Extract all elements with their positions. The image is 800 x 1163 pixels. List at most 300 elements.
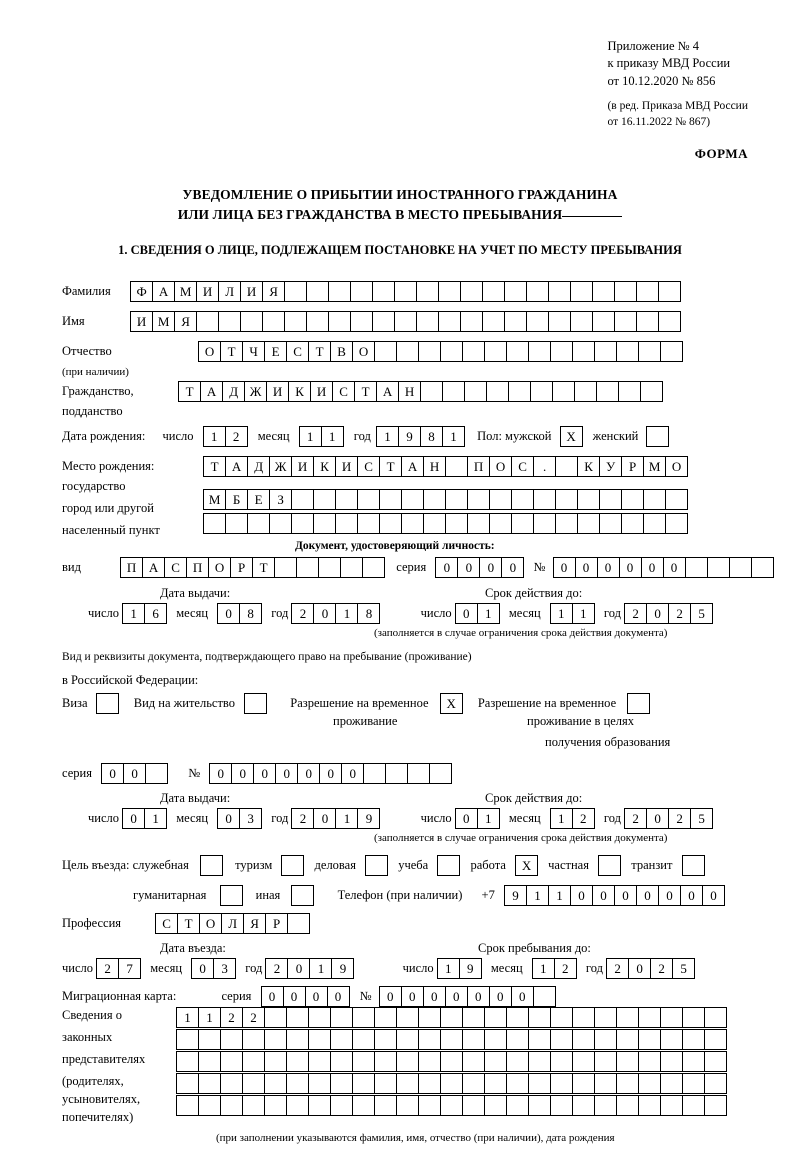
form-cell[interactable]: О bbox=[199, 913, 222, 934]
form-cell[interactable] bbox=[352, 1073, 375, 1094]
form-cell[interactable] bbox=[638, 1051, 661, 1072]
form-cell[interactable]: 2 bbox=[624, 603, 647, 624]
citizenship-cells[interactable] bbox=[178, 381, 662, 402]
form-cell[interactable] bbox=[704, 1073, 727, 1094]
form-cell[interactable] bbox=[484, 1007, 507, 1028]
legal-rep-cells-row4[interactable] bbox=[176, 1073, 726, 1094]
form-cell[interactable]: М bbox=[174, 281, 197, 302]
form-cell[interactable] bbox=[638, 341, 661, 362]
purpose-other-checkbox[interactable] bbox=[291, 885, 314, 906]
form-cell[interactable] bbox=[291, 513, 314, 534]
form-cell[interactable]: И bbox=[130, 311, 153, 332]
form-cell[interactable] bbox=[489, 489, 512, 510]
form-cell[interactable]: 0 bbox=[435, 557, 458, 578]
form-cell[interactable] bbox=[286, 1095, 309, 1116]
form-cell[interactable] bbox=[416, 311, 439, 332]
form-cell[interactable] bbox=[363, 763, 386, 784]
form-cell[interactable]: А bbox=[142, 557, 165, 578]
doc-issue-year-cells[interactable] bbox=[291, 603, 379, 624]
form-cell[interactable] bbox=[423, 489, 446, 510]
form-cell[interactable]: 0 bbox=[275, 763, 298, 784]
form-cell[interactable] bbox=[328, 281, 351, 302]
form-cell[interactable] bbox=[555, 489, 578, 510]
form-cell[interactable]: 2 bbox=[242, 1007, 265, 1028]
form-cell[interactable] bbox=[418, 1007, 441, 1028]
form-cell[interactable] bbox=[242, 1095, 265, 1116]
form-cell[interactable] bbox=[660, 1007, 683, 1028]
profession-cells[interactable] bbox=[155, 913, 309, 934]
form-cell[interactable] bbox=[462, 1029, 485, 1050]
purpose-business-checkbox[interactable] bbox=[365, 855, 388, 876]
form-cell[interactable] bbox=[306, 281, 329, 302]
form-cell[interactable] bbox=[357, 513, 380, 534]
form-cell[interactable]: 0 bbox=[101, 763, 124, 784]
form-cell[interactable]: Т bbox=[178, 381, 201, 402]
form-cell[interactable] bbox=[308, 1095, 331, 1116]
form-cell[interactable] bbox=[504, 311, 527, 332]
form-cell[interactable] bbox=[486, 381, 509, 402]
entry-year-cells[interactable] bbox=[265, 958, 353, 979]
form-cell[interactable] bbox=[526, 281, 549, 302]
form-cell[interactable]: 2 bbox=[650, 958, 673, 979]
form-cell[interactable] bbox=[196, 311, 219, 332]
form-cell[interactable]: Т bbox=[252, 557, 275, 578]
form-cell[interactable] bbox=[594, 1029, 617, 1050]
form-cell[interactable] bbox=[621, 489, 644, 510]
form-cell[interactable] bbox=[660, 341, 683, 362]
form-cell[interactable] bbox=[577, 513, 600, 534]
entry-month-cells[interactable] bbox=[191, 958, 235, 979]
permit-issue-day-cells[interactable] bbox=[122, 808, 166, 829]
form-cell[interactable] bbox=[506, 341, 529, 362]
form-cell[interactable] bbox=[638, 1007, 661, 1028]
form-cell[interactable] bbox=[484, 1073, 507, 1094]
form-cell[interactable] bbox=[599, 489, 622, 510]
form-cell[interactable] bbox=[198, 1029, 221, 1050]
form-cell[interactable] bbox=[660, 1051, 683, 1072]
form-cell[interactable]: Л bbox=[221, 913, 244, 934]
form-cell[interactable]: 1 bbox=[122, 603, 145, 624]
permit-issue-month-cells[interactable] bbox=[217, 808, 261, 829]
form-cell[interactable] bbox=[396, 1029, 419, 1050]
form-cell[interactable] bbox=[460, 311, 483, 332]
form-cell[interactable]: И bbox=[240, 281, 263, 302]
form-cell[interactable]: П bbox=[120, 557, 143, 578]
purpose-service-checkbox[interactable] bbox=[200, 855, 223, 876]
form-cell[interactable]: 0 bbox=[455, 808, 478, 829]
form-cell[interactable]: О bbox=[352, 341, 375, 362]
form-cell[interactable]: 9 bbox=[331, 958, 354, 979]
form-cell[interactable] bbox=[528, 1029, 551, 1050]
doc-valid-month-cells[interactable] bbox=[550, 603, 594, 624]
form-cell[interactable] bbox=[572, 1029, 595, 1050]
form-cell[interactable] bbox=[296, 557, 319, 578]
form-cell[interactable]: 2 bbox=[668, 603, 691, 624]
form-cell[interactable]: 9 bbox=[459, 958, 482, 979]
form-cell[interactable] bbox=[330, 1051, 353, 1072]
form-cell[interactable] bbox=[418, 341, 441, 362]
form-cell[interactable]: О bbox=[208, 557, 231, 578]
form-cell[interactable] bbox=[242, 1051, 265, 1072]
form-cell[interactable] bbox=[287, 913, 310, 934]
birthplace-state-cells[interactable] bbox=[203, 456, 687, 477]
form-cell[interactable]: Т bbox=[308, 341, 331, 362]
form-cell[interactable]: А bbox=[200, 381, 223, 402]
form-cell[interactable]: 2 bbox=[291, 808, 314, 829]
form-cell[interactable] bbox=[614, 311, 637, 332]
form-cell[interactable] bbox=[442, 381, 465, 402]
form-cell[interactable] bbox=[308, 1007, 331, 1028]
form-cell[interactable] bbox=[420, 381, 443, 402]
form-cell[interactable]: 1 bbox=[309, 958, 332, 979]
form-cell[interactable] bbox=[438, 281, 461, 302]
form-cell[interactable] bbox=[506, 1051, 529, 1072]
form-cell[interactable]: 0 bbox=[327, 986, 350, 1007]
form-cell[interactable] bbox=[198, 1095, 221, 1116]
form-cell[interactable] bbox=[460, 281, 483, 302]
form-cell[interactable] bbox=[445, 513, 468, 534]
form-cell[interactable] bbox=[682, 1095, 705, 1116]
form-cell[interactable]: 0 bbox=[253, 763, 276, 784]
form-cell[interactable] bbox=[240, 311, 263, 332]
form-cell[interactable] bbox=[242, 1029, 265, 1050]
form-cell[interactable]: 0 bbox=[570, 885, 593, 906]
form-cell[interactable]: 1 bbox=[321, 426, 344, 447]
form-cell[interactable] bbox=[462, 1007, 485, 1028]
form-cell[interactable]: С bbox=[357, 456, 380, 477]
form-cell[interactable] bbox=[350, 281, 373, 302]
purpose-transit-checkbox[interactable] bbox=[682, 855, 705, 876]
form-cell[interactable]: 6 bbox=[144, 603, 167, 624]
form-cell[interactable]: 0 bbox=[619, 557, 642, 578]
form-cell[interactable]: 5 bbox=[690, 808, 713, 829]
form-cell[interactable]: С bbox=[164, 557, 187, 578]
form-cell[interactable]: 1 bbox=[532, 958, 555, 979]
form-cell[interactable]: 0 bbox=[467, 986, 490, 1007]
form-cell[interactable]: К bbox=[313, 456, 336, 477]
form-cell[interactable] bbox=[658, 311, 681, 332]
form-cell[interactable] bbox=[440, 1051, 463, 1072]
form-cell[interactable] bbox=[379, 489, 402, 510]
form-cell[interactable] bbox=[247, 513, 270, 534]
form-cell[interactable]: 0 bbox=[592, 885, 615, 906]
form-cell[interactable]: О bbox=[489, 456, 512, 477]
form-cell[interactable] bbox=[330, 1029, 353, 1050]
form-cell[interactable] bbox=[506, 1007, 529, 1028]
form-cell[interactable] bbox=[643, 513, 666, 534]
doc-series-cells[interactable] bbox=[435, 557, 523, 578]
form-cell[interactable] bbox=[264, 1029, 287, 1050]
form-cell[interactable] bbox=[508, 381, 531, 402]
form-cell[interactable]: К bbox=[577, 456, 600, 477]
form-cell[interactable] bbox=[198, 1051, 221, 1072]
form-cell[interactable]: 1 bbox=[550, 603, 573, 624]
form-cell[interactable] bbox=[570, 311, 593, 332]
form-cell[interactable] bbox=[599, 513, 622, 534]
form-cell[interactable] bbox=[616, 1073, 639, 1094]
form-cell[interactable] bbox=[528, 1007, 551, 1028]
form-cell[interactable] bbox=[660, 1095, 683, 1116]
form-cell[interactable] bbox=[682, 1051, 705, 1072]
form-cell[interactable] bbox=[682, 1029, 705, 1050]
form-cell[interactable] bbox=[313, 489, 336, 510]
doc-issue-month-cells[interactable] bbox=[217, 603, 261, 624]
form-cell[interactable]: Д bbox=[247, 456, 270, 477]
form-cell[interactable] bbox=[176, 1073, 199, 1094]
form-cell[interactable]: 0 bbox=[614, 885, 637, 906]
form-cell[interactable]: 1 bbox=[526, 885, 549, 906]
form-cell[interactable]: 0 bbox=[457, 557, 480, 578]
form-cell[interactable]: 0 bbox=[305, 986, 328, 1007]
form-cell[interactable] bbox=[704, 1095, 727, 1116]
form-cell[interactable] bbox=[660, 1029, 683, 1050]
form-cell[interactable] bbox=[467, 489, 490, 510]
visa-checkbox[interactable] bbox=[96, 693, 119, 714]
form-cell[interactable] bbox=[352, 1007, 375, 1028]
form-cell[interactable] bbox=[462, 341, 485, 362]
form-cell[interactable] bbox=[550, 1051, 573, 1072]
form-cell[interactable]: 1 bbox=[176, 1007, 199, 1028]
doc-valid-day-cells[interactable] bbox=[455, 603, 499, 624]
form-cell[interactable] bbox=[533, 513, 556, 534]
form-cell[interactable]: 0 bbox=[313, 808, 336, 829]
form-cell[interactable]: 3 bbox=[213, 958, 236, 979]
form-cell[interactable]: Я bbox=[243, 913, 266, 934]
form-cell[interactable] bbox=[330, 1007, 353, 1028]
form-cell[interactable] bbox=[416, 281, 439, 302]
form-cell[interactable]: З bbox=[269, 489, 292, 510]
form-cell[interactable] bbox=[572, 1051, 595, 1072]
form-cell[interactable] bbox=[340, 557, 363, 578]
form-cell[interactable] bbox=[506, 1029, 529, 1050]
form-cell[interactable] bbox=[396, 1073, 419, 1094]
form-cell[interactable]: 1 bbox=[442, 426, 465, 447]
form-cell[interactable] bbox=[445, 456, 468, 477]
form-cell[interactable] bbox=[594, 1095, 617, 1116]
doc-kind-cells[interactable] bbox=[120, 557, 384, 578]
form-cell[interactable] bbox=[533, 489, 556, 510]
form-cell[interactable] bbox=[506, 1095, 529, 1116]
permit-valid-month-cells[interactable] bbox=[550, 808, 594, 829]
form-cell[interactable]: 0 bbox=[628, 958, 651, 979]
form-cell[interactable]: 2 bbox=[624, 808, 647, 829]
form-cell[interactable]: М bbox=[152, 311, 175, 332]
form-cell[interactable]: 2 bbox=[554, 958, 577, 979]
form-cell[interactable]: С bbox=[511, 456, 534, 477]
form-cell[interactable]: 0 bbox=[641, 557, 664, 578]
form-cell[interactable]: Я bbox=[262, 281, 285, 302]
form-cell[interactable]: Р bbox=[621, 456, 644, 477]
form-cell[interactable]: 2 bbox=[606, 958, 629, 979]
form-cell[interactable]: 0 bbox=[231, 763, 254, 784]
form-cell[interactable]: 0 bbox=[123, 763, 146, 784]
legal-rep-cells-row1[interactable] bbox=[176, 1007, 726, 1028]
legal-rep-cells-row3[interactable] bbox=[176, 1051, 726, 1072]
form-cell[interactable]: Р bbox=[265, 913, 288, 934]
form-cell[interactable] bbox=[176, 1029, 199, 1050]
form-cell[interactable]: Ж bbox=[269, 456, 292, 477]
form-cell[interactable] bbox=[464, 381, 487, 402]
form-cell[interactable] bbox=[374, 1007, 397, 1028]
form-cell[interactable] bbox=[528, 1073, 551, 1094]
form-cell[interactable] bbox=[374, 1029, 397, 1050]
form-cell[interactable] bbox=[621, 513, 644, 534]
form-cell[interactable] bbox=[592, 311, 615, 332]
form-cell[interactable] bbox=[286, 1007, 309, 1028]
doc-number-cells[interactable] bbox=[553, 557, 773, 578]
form-cell[interactable]: С bbox=[286, 341, 309, 362]
form-cell[interactable] bbox=[462, 1073, 485, 1094]
form-cell[interactable]: 2 bbox=[572, 808, 595, 829]
form-cell[interactable]: 1 bbox=[572, 603, 595, 624]
form-cell[interactable]: 0 bbox=[341, 763, 364, 784]
form-cell[interactable] bbox=[225, 513, 248, 534]
form-cell[interactable] bbox=[638, 1029, 661, 1050]
form-cell[interactable] bbox=[751, 557, 774, 578]
form-cell[interactable] bbox=[362, 557, 385, 578]
form-cell[interactable] bbox=[440, 1095, 463, 1116]
form-cell[interactable] bbox=[429, 763, 452, 784]
form-cell[interactable] bbox=[484, 341, 507, 362]
form-cell[interactable]: 9 bbox=[504, 885, 527, 906]
form-cell[interactable] bbox=[548, 311, 571, 332]
form-cell[interactable] bbox=[440, 341, 463, 362]
form-cell[interactable] bbox=[660, 1073, 683, 1094]
form-cell[interactable]: 1 bbox=[299, 426, 322, 447]
form-cell[interactable] bbox=[203, 513, 226, 534]
form-cell[interactable] bbox=[264, 1095, 287, 1116]
entry-day-cells[interactable] bbox=[96, 958, 140, 979]
form-cell[interactable]: И bbox=[310, 381, 333, 402]
form-cell[interactable] bbox=[550, 341, 573, 362]
form-cell[interactable] bbox=[274, 557, 297, 578]
form-cell[interactable] bbox=[352, 1095, 375, 1116]
surname-cells[interactable] bbox=[130, 281, 680, 302]
form-cell[interactable] bbox=[729, 557, 752, 578]
form-cell[interactable] bbox=[352, 1029, 375, 1050]
form-cell[interactable] bbox=[592, 281, 615, 302]
form-cell[interactable] bbox=[616, 1095, 639, 1116]
form-cell[interactable] bbox=[572, 1073, 595, 1094]
stay-year-cells[interactable] bbox=[606, 958, 694, 979]
purpose-study-checkbox[interactable] bbox=[437, 855, 460, 876]
purpose-private-checkbox[interactable] bbox=[598, 855, 621, 876]
form-cell[interactable] bbox=[574, 381, 597, 402]
form-cell[interactable] bbox=[636, 311, 659, 332]
form-cell[interactable] bbox=[572, 341, 595, 362]
form-cell[interactable] bbox=[385, 763, 408, 784]
form-cell[interactable] bbox=[242, 1073, 265, 1094]
form-cell[interactable]: М bbox=[643, 456, 666, 477]
form-cell[interactable]: У bbox=[599, 456, 622, 477]
form-cell[interactable] bbox=[372, 311, 395, 332]
sex-male-checkbox[interactable]: X bbox=[560, 426, 583, 447]
form-cell[interactable] bbox=[352, 1051, 375, 1072]
form-cell[interactable] bbox=[286, 1073, 309, 1094]
form-cell[interactable]: 2 bbox=[225, 426, 248, 447]
form-cell[interactable]: Т bbox=[203, 456, 226, 477]
form-cell[interactable] bbox=[306, 311, 329, 332]
form-cell[interactable]: Н bbox=[398, 381, 421, 402]
form-cell[interactable]: 9 bbox=[398, 426, 421, 447]
form-cell[interactable] bbox=[704, 1051, 727, 1072]
form-cell[interactable]: 0 bbox=[511, 986, 534, 1007]
form-cell[interactable]: П bbox=[467, 456, 490, 477]
form-cell[interactable]: К bbox=[288, 381, 311, 402]
form-cell[interactable] bbox=[440, 1029, 463, 1050]
form-cell[interactable]: О bbox=[665, 456, 688, 477]
form-cell[interactable] bbox=[286, 1029, 309, 1050]
form-cell[interactable] bbox=[550, 1073, 573, 1094]
form-cell[interactable] bbox=[484, 1095, 507, 1116]
sex-female-checkbox[interactable] bbox=[646, 426, 669, 447]
form-cell[interactable] bbox=[572, 1095, 595, 1116]
form-cell[interactable] bbox=[264, 1073, 287, 1094]
doc-issue-day-cells[interactable] bbox=[122, 603, 166, 624]
form-cell[interactable] bbox=[440, 1007, 463, 1028]
form-cell[interactable] bbox=[596, 381, 619, 402]
form-cell[interactable] bbox=[396, 341, 419, 362]
form-cell[interactable]: Е bbox=[247, 489, 270, 510]
form-cell[interactable]: 2 bbox=[220, 1007, 243, 1028]
form-cell[interactable] bbox=[440, 1073, 463, 1094]
form-cell[interactable]: 2 bbox=[96, 958, 119, 979]
form-cell[interactable] bbox=[594, 1051, 617, 1072]
form-cell[interactable]: 0 bbox=[217, 808, 240, 829]
form-cell[interactable] bbox=[418, 1095, 441, 1116]
form-cell[interactable]: В bbox=[330, 341, 353, 362]
temp-permit-checkbox[interactable]: X bbox=[440, 693, 463, 714]
form-cell[interactable]: 0 bbox=[191, 958, 214, 979]
form-cell[interactable] bbox=[638, 1095, 661, 1116]
form-cell[interactable] bbox=[594, 1073, 617, 1094]
form-cell[interactable]: Ф bbox=[130, 281, 153, 302]
form-cell[interactable] bbox=[145, 763, 168, 784]
purpose-tourism-checkbox[interactable] bbox=[281, 855, 304, 876]
form-cell[interactable]: Т bbox=[379, 456, 402, 477]
birth-day-cells[interactable] bbox=[203, 426, 247, 447]
form-cell[interactable] bbox=[658, 281, 681, 302]
legal-rep-cells-row5[interactable] bbox=[176, 1095, 726, 1116]
form-cell[interactable] bbox=[396, 1051, 419, 1072]
form-cell[interactable] bbox=[528, 1095, 551, 1116]
form-cell[interactable] bbox=[555, 513, 578, 534]
phone-cells[interactable] bbox=[504, 885, 724, 906]
form-cell[interactable] bbox=[638, 1073, 661, 1094]
form-cell[interactable]: 5 bbox=[672, 958, 695, 979]
form-cell[interactable] bbox=[665, 489, 688, 510]
form-cell[interactable]: Т bbox=[220, 341, 243, 362]
form-cell[interactable]: 0 bbox=[423, 986, 446, 1007]
form-cell[interactable]: 0 bbox=[663, 557, 686, 578]
form-cell[interactable]: 0 bbox=[313, 603, 336, 624]
stay-month-cells[interactable] bbox=[532, 958, 576, 979]
form-cell[interactable] bbox=[484, 1029, 507, 1050]
form-cell[interactable] bbox=[504, 281, 527, 302]
form-cell[interactable]: . bbox=[533, 456, 556, 477]
form-cell[interactable]: 0 bbox=[261, 986, 284, 1007]
edu-permit-checkbox[interactable] bbox=[627, 693, 650, 714]
form-cell[interactable] bbox=[176, 1051, 199, 1072]
form-cell[interactable]: 0 bbox=[636, 885, 659, 906]
form-cell[interactable] bbox=[284, 311, 307, 332]
form-cell[interactable]: П bbox=[186, 557, 209, 578]
form-cell[interactable]: 0 bbox=[283, 986, 306, 1007]
form-cell[interactable] bbox=[467, 513, 490, 534]
form-cell[interactable]: 0 bbox=[217, 603, 240, 624]
form-cell[interactable]: 8 bbox=[420, 426, 443, 447]
form-cell[interactable] bbox=[530, 381, 553, 402]
